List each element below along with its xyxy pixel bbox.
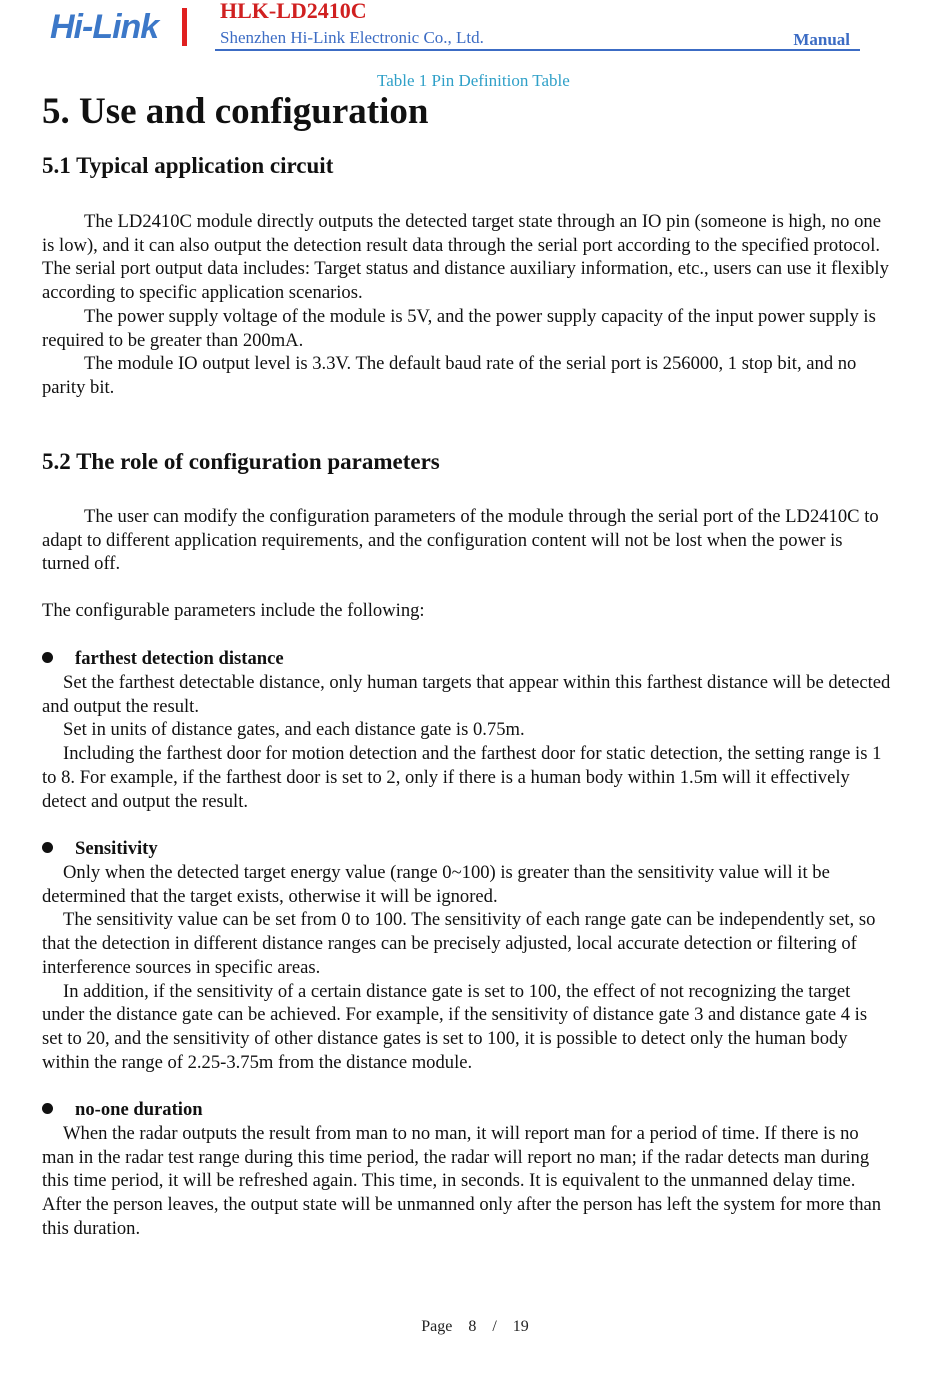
paragraph: Including the farthest door for motion detection and the farthest door for static detection, the setting range is 1 to 8. For example, if the farthest door is set to 2, only if there is a human body within 1.5m will it effectively detect and output the result.	[42, 743, 882, 812]
paragraph: The configurable parameters include the following:	[42, 600, 425, 621]
page-footer	[0, 1318, 950, 1336]
subsection-title-5-1: 5.1 Typical application circuit	[42, 153, 334, 178]
header-rule	[215, 49, 860, 51]
section-title: 5. Use and configuration	[42, 91, 429, 132]
bullet-item-title	[42, 837, 158, 860]
page-header	[50, 0, 860, 52]
paragraph: The power supply voltage of the module is 5V, and the power supply capacity of the input power supply is required to be greater than 200mA.	[42, 305, 876, 351]
paragraph: The sensitivity value can be set from 0 to 100. The sensitivity of each range gate can be independently set, so that the detection in different distance ranges can be precisely adjusted, local accurate detection or filtering of interference sources in specific areas.	[42, 909, 876, 978]
bullet-dot-icon	[42, 652, 53, 663]
bullet-item-body	[42, 1122, 892, 1241]
paragraph: The user can modify the configuration parameters of the module through the serial port of the LD2410C to adapt to different application requirements, and the configuration content will not be lost when the power is turned off.	[42, 506, 879, 575]
paragraph: In addition, if the sensitivity of a certain distance gate is set to 100, the effect of not recognizing the target under the distance gate can be achieved. For example, if the sensitivity of distance gate 3 and distance gate 4 is set to 20, and the sensitivity of other distance gates is set to 100, it is possible to detect only the human body within the range of 2.25-3.75m from the distance module.	[42, 980, 868, 1073]
product-title: HLK-LD2410C	[220, 0, 367, 23]
logo-divider	[182, 8, 187, 46]
company-name: Shenzhen Hi-Link Electronic Co., Ltd.	[220, 28, 484, 47]
bullet-item-body	[42, 861, 892, 1074]
subsection-title-5-2: 5.2 The role of configuration parameters	[42, 449, 440, 474]
paragraph: Set the farthest detectable distance, only human targets that appear within this farthest distance will be detected and output the result.	[42, 672, 891, 717]
bullet-dot-icon	[42, 842, 53, 853]
paragraph: When the radar outputs the result from man to no man, it will report man for a period of time. If there is no man in the radar test range during this time period, the radar will report no man; if the radar detects man during this time period, it will be refreshed again. This time, in seconds. It is equivalent to the unmanned delay time. After the person leaves, the output state will be unmanned only after the person has left the system for more than this duration.	[42, 1123, 882, 1239]
bullet-dot-icon	[42, 1103, 53, 1114]
bullet-item-title	[42, 1098, 203, 1121]
bullet-item-title	[42, 647, 284, 670]
parameters-lead	[42, 599, 892, 623]
subsection-5-1-body	[42, 210, 892, 400]
page-label: Page	[421, 1318, 453, 1335]
table-caption: Table 1 Pin Definition Table	[377, 71, 570, 90]
page-separator: /	[492, 1318, 497, 1335]
paragraph: Set in units of distance gates, and each distance gate is 0.75m.	[63, 719, 525, 741]
bullet-item-body	[42, 671, 892, 813]
bullet-title-text: no-one duration	[75, 1099, 203, 1120]
paragraph: The LD2410C module directly outputs the detected target state through an IO pin (someone is high, no one is low), and it can also output the detection result data through the serial port according to the specified protocol. The serial port output data includes: Target status and distance auxiliary information, etc., users can use it flexibly according to specific application scenarios.	[42, 211, 889, 304]
bullet-title-text: farthest detection distance	[75, 648, 284, 669]
page-number: 8	[468, 1318, 477, 1335]
doc-type-label: Manual	[793, 30, 850, 49]
page-total: 19	[512, 1318, 529, 1335]
paragraph: Only when the detected target energy value (range 0~100) is greater than the sensitivity value will it be determined that the target exists, otherwise it will be ignored.	[42, 862, 830, 907]
company-logo: Hi-Link	[50, 8, 159, 46]
paragraph: The module IO output level is 3.3V. The default baud rate of the serial port is 256000, 1 stop bit, and no parity bit.	[42, 353, 857, 398]
bullet-title-text: Sensitivity	[75, 838, 158, 859]
subsection-5-2-intro	[42, 505, 892, 576]
